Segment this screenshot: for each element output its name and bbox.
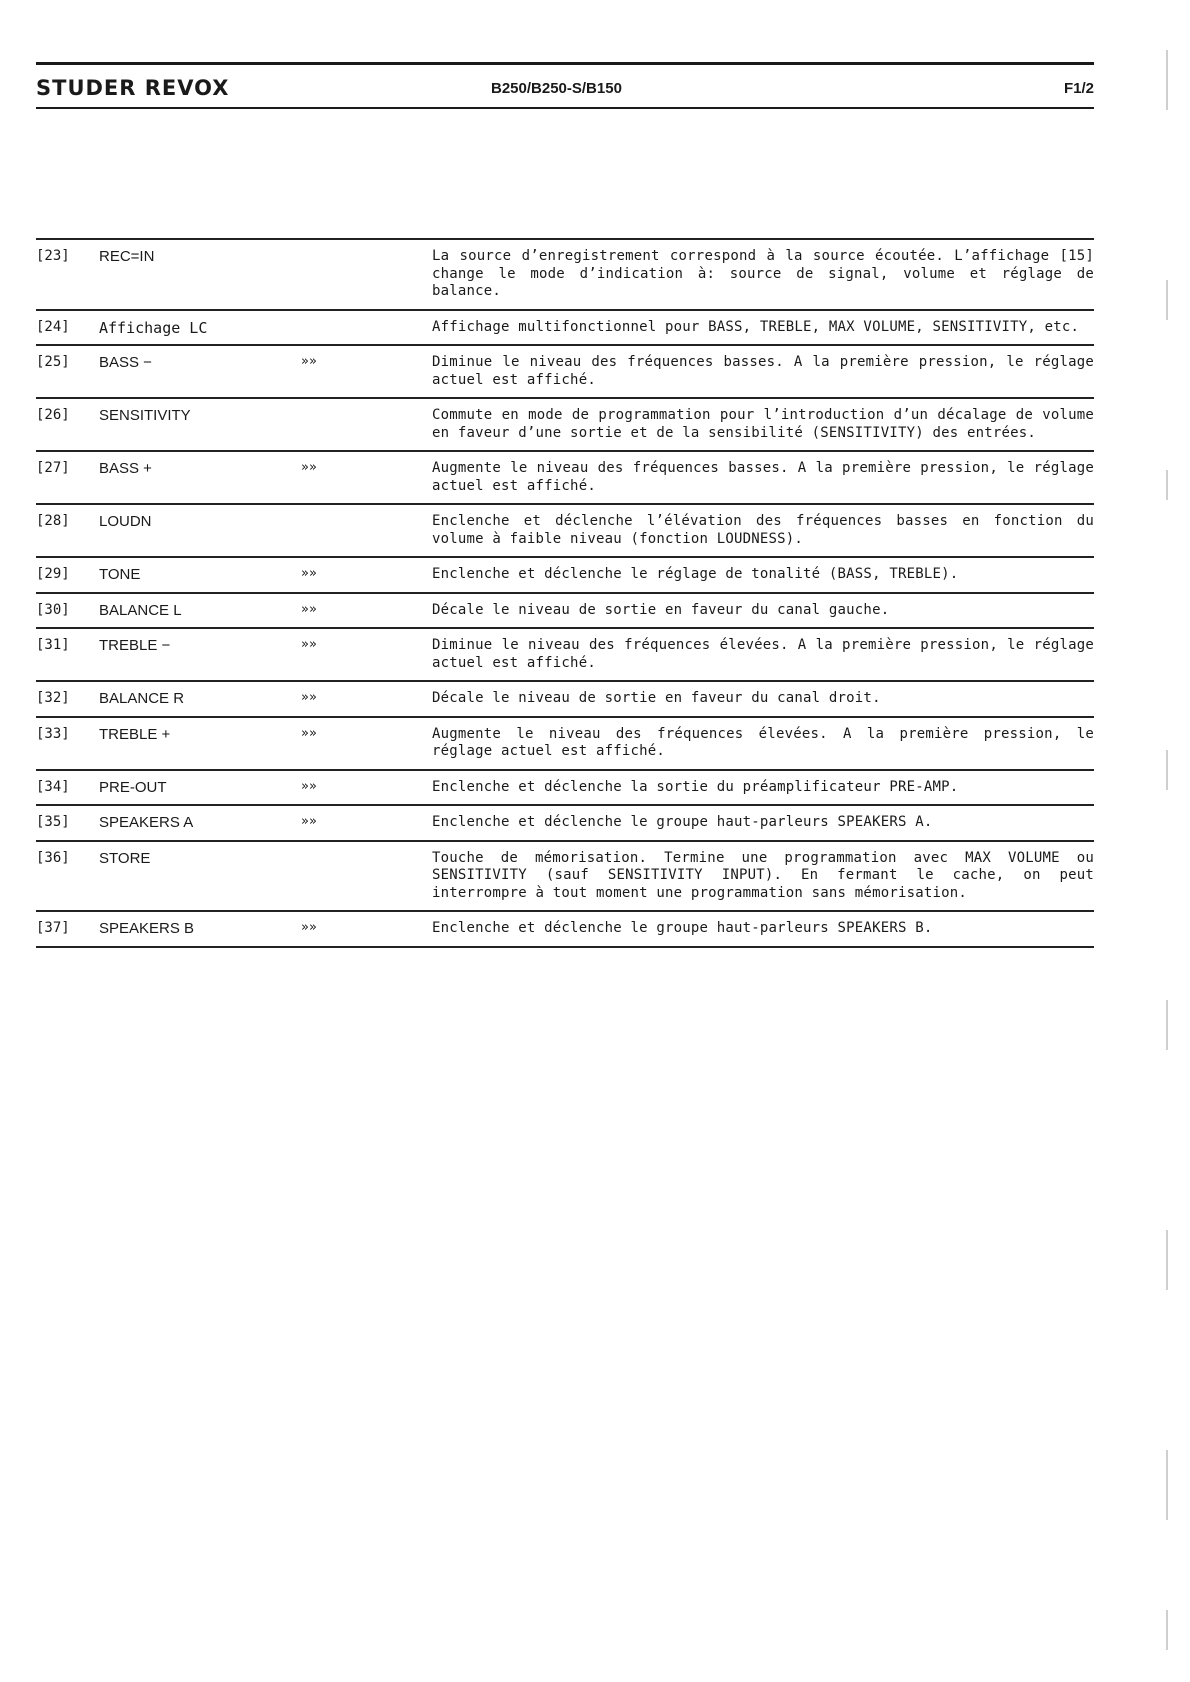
repeat-arrow-icon: »» <box>301 354 317 369</box>
control-description: Décale le niveau de sortie en faveur du canal droit. <box>432 690 881 706</box>
control-label: STORE <box>99 849 151 867</box>
repeat-arrow-icon: »» <box>301 690 317 705</box>
control-number: [36] <box>36 849 70 866</box>
control-label: BALANCE R <box>99 690 185 707</box>
control-description: Enclenche et déclenche la sortie du préamplificateur PRE-AMP. <box>432 778 959 795</box>
repeat-arrow-icon: »» <box>301 814 317 829</box>
repeat-arrow-icon: »» <box>301 778 317 794</box>
control-number: [28] <box>36 513 70 529</box>
control-label: REC=IN <box>99 248 155 265</box>
repeat-arrow-icon: »» <box>301 460 317 475</box>
control-description: La source d’enregistrement correspond à la source écoutée. L’affichage [15] change le mode d’indication à: source de signal, volume et réglage de balance. <box>432 248 1094 299</box>
table-row <box>36 311 1094 347</box>
table-row <box>36 771 1094 807</box>
control-description: Augmente le niveau des fréquences élevées. A la première pression, le réglage actuel est affiché. <box>432 725 1094 759</box>
table-row <box>36 718 1094 771</box>
control-description: Enclenche et déclenche l’élévation des fréquences basses en fonction du volume à faible niveau (fonction LOUDNESS). <box>432 513 1094 547</box>
control-description: Diminue le niveau des fréquences élevées. A la première pression, le réglage actuel est affiché. <box>432 637 1094 671</box>
table-row <box>36 452 1094 505</box>
control-description: Décale le niveau de sortie en faveur du canal gauche. <box>432 601 890 618</box>
control-number: [27] <box>36 460 70 476</box>
table-row <box>36 912 1094 948</box>
scan-edge-marks <box>1166 50 1170 1650</box>
control-number: [34] <box>36 778 70 795</box>
control-label: TREBLE + <box>99 725 171 743</box>
control-label: TREBLE − <box>99 637 171 654</box>
page-header <box>36 62 1094 109</box>
control-description: Affichage multifonctionnel pour BASS, TREBLE, MAX VOLUME, SENSITIVITY, etc. <box>432 318 1080 335</box>
table-row <box>36 806 1094 842</box>
repeat-arrow-icon: »» <box>301 566 317 581</box>
control-number: [31] <box>36 637 70 653</box>
control-description: Enclenche et déclenche le groupe haut-parleurs SPEAKERS A. <box>432 814 933 830</box>
control-label: Affichage LC <box>99 318 208 337</box>
table-row <box>36 346 1094 399</box>
control-description: Commute en mode de programmation pour l’introduction d’un décalage de volume en faveur d’une sortie et de la sensibilité (SENSITIVITY) des entrées. <box>432 407 1094 441</box>
control-label: SPEAKERS B <box>99 920 195 937</box>
control-number: [29] <box>36 566 70 582</box>
control-label: BASS + <box>99 460 152 477</box>
control-number: [37] <box>36 920 70 936</box>
table-row <box>36 240 1094 311</box>
repeat-arrow-icon: »» <box>301 920 317 935</box>
control-label: BALANCE L <box>99 601 182 619</box>
table-row <box>36 558 1094 594</box>
control-label: TONE <box>99 566 141 583</box>
brand-logo: STUDER REVOX <box>36 76 230 100</box>
control-number: [35] <box>36 814 70 830</box>
control-description: Touche de mémorisation. Termine une programmation avec MAX VOLUME ou SENSITIVITY (sauf SENSITIVITY INPUT). En fermant le cache, on peut interrompre à tout moment une programmation sans mémorisation. <box>432 849 1094 901</box>
control-description: Diminue le niveau des fréquences basses. A la première pression, le réglage actuel est affiché. <box>432 354 1094 388</box>
control-description: Enclenche et déclenche le réglage de tonalité (BASS, TREBLE). <box>432 566 959 582</box>
control-number: [23] <box>36 248 70 264</box>
repeat-arrow-icon: »» <box>301 637 317 652</box>
control-number: [32] <box>36 690 70 706</box>
table-row <box>36 842 1094 913</box>
repeat-arrow-icon: »» <box>301 725 317 741</box>
table-row <box>36 505 1094 558</box>
control-number: [30] <box>36 601 70 618</box>
page-number: F1/2 <box>1063 80 1094 97</box>
model-number: B250/B250-S/B150 <box>491 80 622 97</box>
control-description: Enclenche et déclenche le groupe haut-parleurs SPEAKERS B. <box>432 920 933 936</box>
table-row <box>36 682 1094 718</box>
control-label: PRE-OUT <box>99 778 167 796</box>
control-number: [25] <box>36 354 70 370</box>
table-row <box>36 629 1094 682</box>
control-label: LOUDN <box>99 513 152 530</box>
control-number: [24] <box>36 318 70 335</box>
control-label: SENSITIVITY <box>99 407 191 424</box>
table-row <box>36 594 1094 630</box>
control-label: SPEAKERS A <box>99 814 194 831</box>
control-number: [26] <box>36 407 70 423</box>
control-number: [33] <box>36 725 70 742</box>
control-label: BASS − <box>99 354 152 371</box>
table-row <box>36 399 1094 452</box>
controls-table <box>36 238 1094 948</box>
control-description: Augmente le niveau des fréquences basses. A la première pression, le réglage actuel est affiché. <box>432 460 1094 494</box>
repeat-arrow-icon: »» <box>301 601 317 617</box>
